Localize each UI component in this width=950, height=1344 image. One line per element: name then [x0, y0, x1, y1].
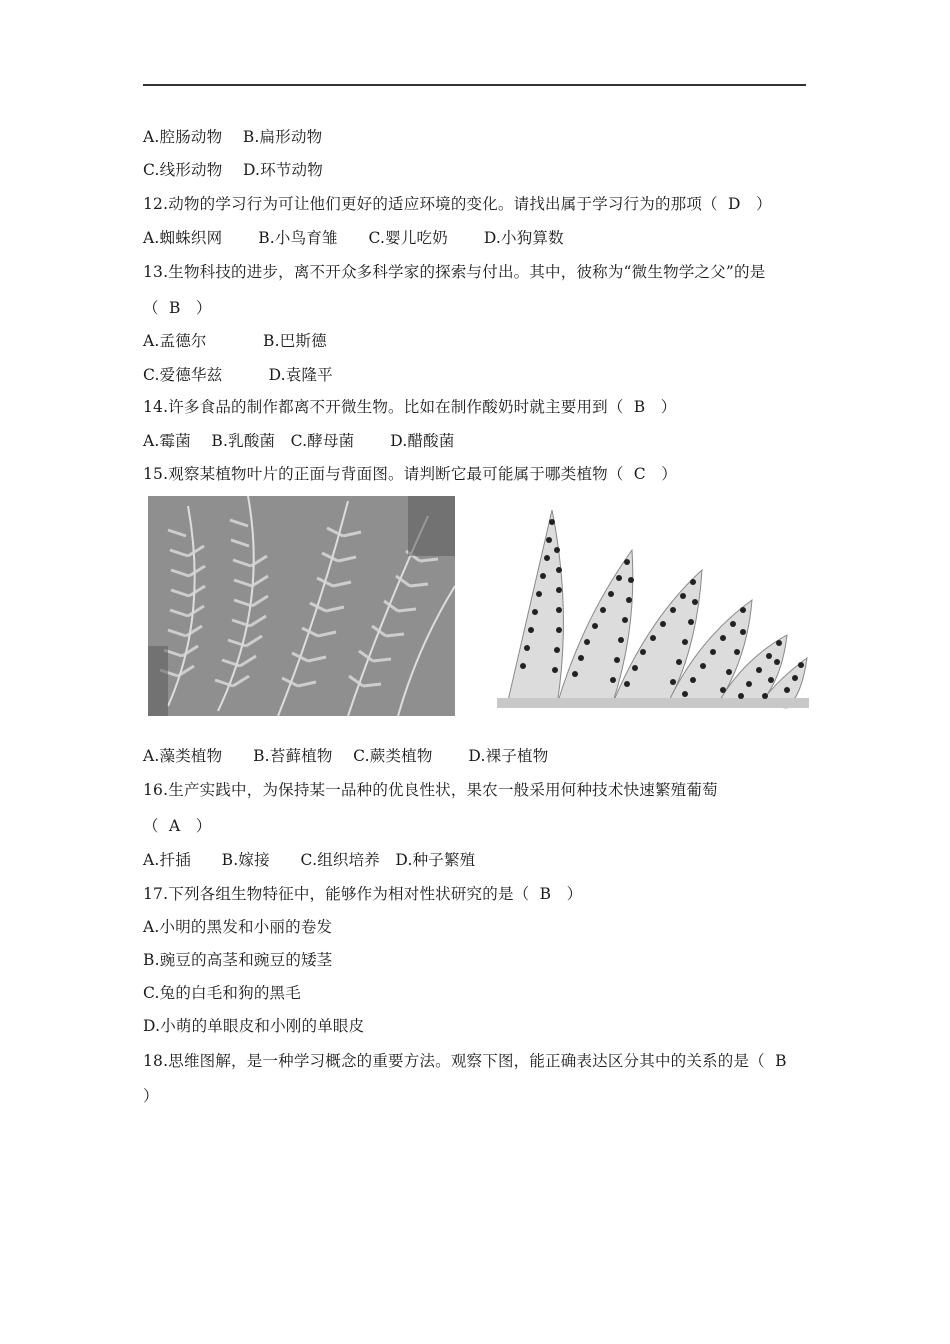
- options-16: A.扦插 B.嫁接 C.组织培养 D.种子繁殖: [143, 851, 476, 869]
- option-17b: B.豌豆的高茎和豌豆的矮茎: [143, 951, 333, 969]
- options-13a: A.孟德尔 B.巴斯德: [143, 332, 327, 350]
- question-16: 16.生产实践中，为保持某一品种的优良性状，果农一般采用何种技术快速繁殖葡萄: [143, 781, 718, 799]
- question-13: 13.生物科技的进步，离不开众多科学家的探索与付出。其中，彼称为“微生物学之父”的是: [143, 263, 766, 281]
- answer-16: （ A ）: [143, 817, 212, 835]
- question-17: 17.下列各组生物特征中，能够作为相对性状研究的是（ B ）: [143, 885, 583, 903]
- question-18-close: ）: [143, 1087, 159, 1105]
- options-14: A.霉菌 B.乳酸菌 C.酵母菌 D.醋酸菌: [143, 432, 455, 450]
- question-15: 15.观察某植物叶片的正面与背面图。请判断它最可能属于哪类植物（ C ）: [143, 465, 677, 483]
- option-17d: D.小萌的单眼皮和小刚的单眼皮: [143, 1017, 365, 1035]
- answer-13: （ B ）: [143, 299, 212, 317]
- question-18: 18.思维图解，是一种学习概念的重要方法。观察下图，能正确表达区分其中的关系的是（ B: [143, 1052, 787, 1070]
- question-12: 12.动物的学习行为可让他们更好的适应环境的变化。请找出属于学习行为的那项（ D ）: [143, 195, 772, 213]
- option-line-11b: C.线形动物 D.环节动物: [143, 161, 323, 179]
- option-line-11a: A.腔肠动物 B.扁形动物: [143, 128, 323, 146]
- options-15: A.藻类植物 B.苔藓植物 C.蕨类植物 D.裸子植物: [143, 747, 549, 765]
- options-13b: C.爱德华兹 D.袁隆平: [143, 366, 333, 384]
- question-14: 14.许多食品的制作都离不开微生物。比如在制作酸奶时就主要用到（ B ）: [143, 398, 677, 416]
- fern-back-drawing: [497, 510, 809, 717]
- fern-front-photo: [148, 496, 455, 716]
- option-17a: A.小明的黑发和小丽的卷发: [143, 918, 333, 936]
- header-rule: [143, 84, 806, 86]
- option-17c: C.兔的白毛和狗的黑毛: [143, 984, 301, 1002]
- options-12: A.蜘蛛织网 B.小鸟育雏 C.婴儿吃奶 D.小狗算数: [143, 229, 564, 247]
